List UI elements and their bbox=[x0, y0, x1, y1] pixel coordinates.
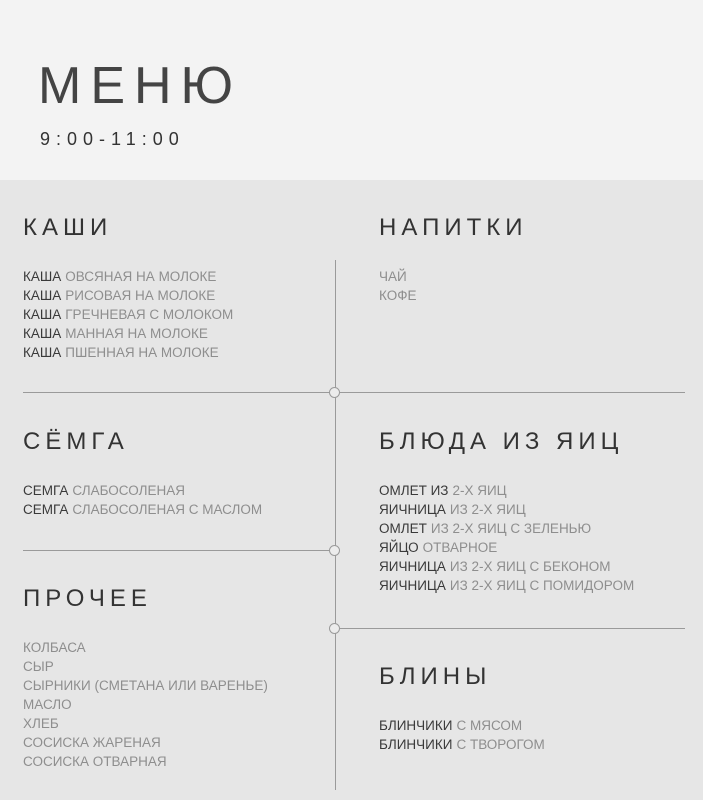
horizontal-divider-top bbox=[23, 392, 685, 393]
menu-item bbox=[379, 519, 634, 538]
section-bluda bbox=[379, 430, 634, 595]
menu-item-description: КОЛБАСА bbox=[23, 640, 86, 655]
section-title: ПРОЧЕЕ bbox=[23, 585, 152, 612]
section-title: БЛИНЫ bbox=[379, 663, 492, 690]
menu-item bbox=[23, 305, 233, 324]
section-napitki bbox=[379, 216, 527, 305]
menu-item-description: СЫР bbox=[23, 659, 54, 674]
menu-item-list bbox=[23, 267, 233, 362]
menu-item-description: ГРЕЧНЕВАЯ С МОЛОКОМ bbox=[65, 307, 234, 322]
menu-item bbox=[23, 657, 268, 676]
menu-item-description: СЛАБОСОЛЕНАЯ С МАСЛОМ bbox=[72, 502, 263, 517]
section-prochee bbox=[23, 587, 268, 771]
menu-item bbox=[23, 752, 268, 771]
menu-item-list bbox=[379, 267, 527, 305]
menu-item-description: СОСИСКА ОТВАРНАЯ bbox=[23, 754, 167, 769]
menu-item-description: СЛАБОСОЛЕНАЯ bbox=[72, 483, 185, 498]
menu-item-dish: ОМЛЕТ bbox=[379, 521, 427, 536]
menu-hours: 9:00-11:00 bbox=[40, 129, 185, 149]
menu-item-dish: БЛИНЧИКИ bbox=[379, 737, 453, 752]
menu-item bbox=[23, 267, 233, 286]
menu-item-description: РИСОВАЯ НА МОЛОКЕ bbox=[65, 288, 216, 303]
horizontal-divider-right bbox=[335, 628, 685, 629]
menu-item bbox=[23, 695, 268, 714]
menu-item-description: С ТВОРОГОМ bbox=[456, 737, 545, 752]
menu-item-description: ИЗ 2-Х ЯИЦ С БЕКОНОМ bbox=[449, 559, 611, 574]
menu-item-description: ИЗ 2-Х ЯИЦ С ПОМИДОРОМ bbox=[449, 578, 635, 593]
menu-item bbox=[379, 481, 634, 500]
menu-item-dish: ЯИЧНИЦА bbox=[379, 502, 446, 517]
menu-item-description: С МЯСОМ bbox=[456, 718, 523, 733]
menu-item-description: КОФЕ bbox=[379, 288, 417, 303]
menu-item-dish: БЛИНЧИКИ bbox=[379, 718, 453, 733]
menu-item bbox=[379, 557, 634, 576]
menu-item-description: ХЛЕБ bbox=[23, 716, 59, 731]
menu-item-dish: ЯЙЦО bbox=[379, 540, 419, 555]
menu-item-dish: ЯИЧНИЦА bbox=[379, 578, 446, 593]
menu-item bbox=[23, 676, 268, 695]
menu-item bbox=[379, 716, 545, 735]
menu-item-dish: КАША bbox=[23, 307, 62, 322]
menu-item-description: СОСИСКА ЖАРЕНАЯ bbox=[23, 735, 161, 750]
menu-item bbox=[23, 500, 262, 519]
menu-item bbox=[379, 576, 634, 595]
menu-item-description: ОВСЯНАЯ НА МОЛОКЕ bbox=[65, 269, 217, 284]
menu-item-description: ПШЕННАЯ НА МОЛОКЕ bbox=[65, 345, 219, 360]
section-semga bbox=[23, 430, 262, 519]
menu-item-dish: СЕМГА bbox=[23, 483, 69, 498]
menu-item-dish: КАША bbox=[23, 326, 62, 341]
menu-item-description: СЫРНИКИ (СМЕТАНА ИЛИ ВАРЕНЬЕ) bbox=[23, 678, 268, 693]
menu-item-description: ИЗ 2-Х ЯИЦ bbox=[449, 502, 526, 517]
menu-item-dish: КАША bbox=[23, 269, 62, 284]
menu-item bbox=[23, 343, 233, 362]
menu-item-description: ОТВАРНОЕ bbox=[422, 540, 498, 555]
section-kashi bbox=[23, 216, 233, 362]
divider-node bbox=[329, 387, 340, 398]
menu-title: МЕНЮ bbox=[38, 57, 243, 115]
menu-item bbox=[379, 538, 634, 557]
menu-item-dish: ОМЛЕТ ИЗ bbox=[379, 483, 449, 498]
menu-item bbox=[379, 286, 527, 305]
menu-header bbox=[0, 0, 703, 180]
menu-item bbox=[23, 286, 233, 305]
horizontal-divider-left bbox=[23, 550, 335, 551]
menu-item-dish: ЯИЧНИЦА bbox=[379, 559, 446, 574]
menu-item bbox=[379, 500, 634, 519]
menu-item-description: 2-Х ЯИЦ bbox=[452, 483, 507, 498]
section-title: НАПИТКИ bbox=[379, 214, 528, 241]
menu-item bbox=[379, 267, 527, 286]
menu-item-dish: СЕМГА bbox=[23, 502, 69, 517]
menu-item-description: МАСЛО bbox=[23, 697, 72, 712]
menu-item-dish: КАША bbox=[23, 345, 62, 360]
vertical-divider bbox=[335, 260, 336, 790]
menu-item-list bbox=[379, 716, 545, 754]
menu-item bbox=[23, 733, 268, 752]
section-title: БЛЮДА ИЗ ЯИЦ bbox=[379, 428, 624, 455]
menu-body bbox=[0, 180, 703, 800]
menu-item-description: ЧАЙ bbox=[379, 269, 407, 284]
menu-item-list bbox=[379, 481, 634, 595]
menu-item bbox=[23, 714, 268, 733]
menu-item bbox=[23, 481, 262, 500]
divider-node bbox=[329, 545, 340, 556]
section-title: СЁМГА bbox=[23, 428, 129, 455]
menu-item-list bbox=[23, 481, 262, 519]
menu-item bbox=[23, 324, 233, 343]
menu-item-description: ИЗ 2-Х ЯИЦ С ЗЕЛЕНЬЮ bbox=[430, 521, 592, 536]
menu-item-list bbox=[23, 638, 268, 771]
menu-item bbox=[23, 638, 268, 657]
menu-item bbox=[379, 735, 545, 754]
menu-item-dish: КАША bbox=[23, 288, 62, 303]
menu-item-description: МАННАЯ НА МОЛОКЕ bbox=[65, 326, 208, 341]
divider-node bbox=[329, 623, 340, 634]
section-bliny bbox=[379, 665, 545, 754]
section-title: КАШИ bbox=[23, 214, 113, 241]
